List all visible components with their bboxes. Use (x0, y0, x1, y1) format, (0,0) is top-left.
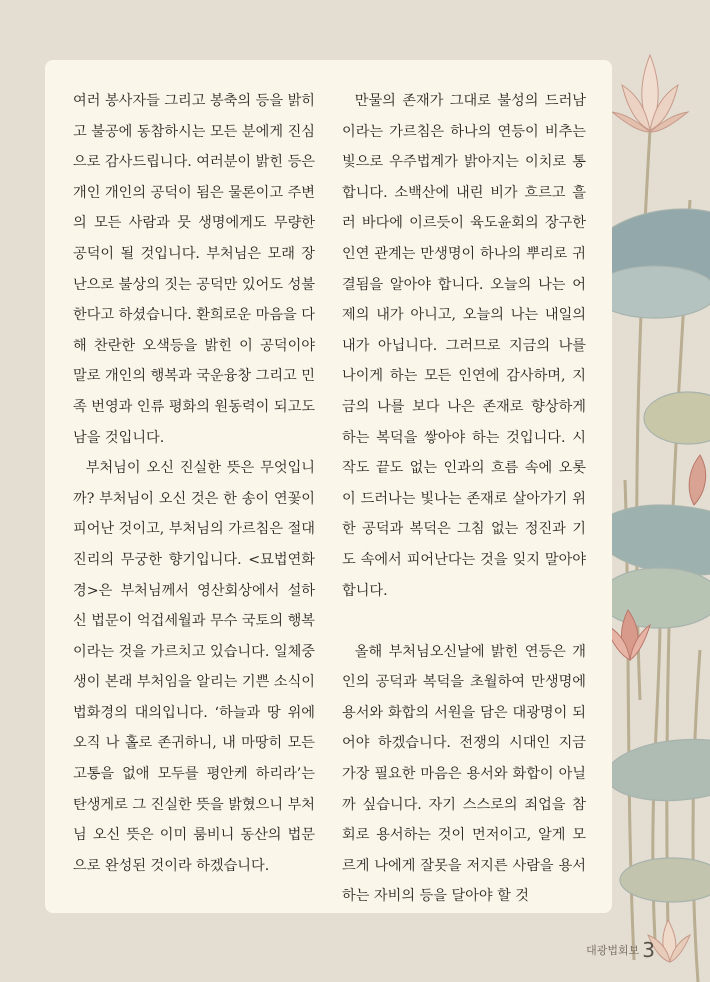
lotus-blossom-top (612, 55, 688, 132)
right-paragraph-2: 올해 부처님오신날에 밝힌 연등은 개인의 공덕과 복덕을 초월하여 만생명에 용서와 화합의 서원을 담은 대광명이 되어야 하겠습니다. 전쟁의 시대인 지금 가장 필요한 마음은 용서와 화합이 아닐까 싶습니다. 자기 스스로의 죄업을 참회로 용서하는 것이 먼저이고, 알게 모르게 나에게 잘못을 저지른 사람을 용서하는 자비의 등을 달아야 할 것 (342, 643, 586, 905)
right-column (342, 86, 586, 912)
text-panel (45, 60, 612, 913)
page-footer (586, 938, 655, 962)
right-paragraph-1: 만물의 존재가 그대로 불성의 드러남이라는 가르침은 하나의 연등이 비추는 빛으로 우주법계가 밝아지는 이치로 통합니다. 소백산에 내린 비가 흐르고 흘러 바다에 이르듯이 육도윤회의 장구한 인연 관계는 만생명이 하나의 뿌리로 귀결됨을 알아야 합니다. 오늘의 나는 어제의 내가 아니고, 오늘의 나는 내일의 내가 아닙니다. 그러므로 지금의 나를 나이게 하는 모든 인연에 감사하며, 지금의 나를 보다 나은 존재로 향상하게 하는 복덕을 쌓아야 하는 것입니다. 시작도 끝도 없는 인과의 흐름 속에 오롯이 드러나는 빛나는 존재로 살아가기 위한 공덕과 복덕은 그침 없는 정진과 기도 속에서 피어난다는 것을 잊지 말아야 합니다. (342, 93, 586, 599)
left-paragraph-1: 여러 봉사자들 그리고 봉축의 등을 밝히고 불공에 동참하시는 모든 분에게 진심으로 감사드립니다. 여러분이 밝힌 등은 개인 개인의 공덕이 됨은 물론이고 주변의 모든 사람과 뭇 생명에게도 무량한 공덕이 될 것입니다. 부처님은 모래 장난으로 불상의 짓는 공덕만 있어도 성불한다고 하셨습니다. 환희로운 마음을 다해 찬란한 오색등을 밝힌 이 공덕이야 말로 개인의 행복과 국운융창 그리고 민족 번영과 인류 평화의 원동력이 되고도 남을 것입니다. (73, 93, 315, 446)
lotus-bud-right (689, 455, 705, 505)
publication-name: 대광법회보 (586, 944, 640, 957)
left-column (73, 86, 315, 881)
left-paragraph-2: 부처님이 오신 진실한 뜻은 무엇입니까? 부처님이 오신 것은 한 송이 연꽃이 피어난 것이고, 부처님의 가르침은 절대 진리의 무궁한 향기입니다. <묘법연화경>은 부처님께서 영산회상에서 설하신 법문이 억겁세월과 무수 국토의 행복이라는 것을 가르치고 있습니다. 일체중생이 본래 부처임을 알리는 기쁜 소식이 법화경의 대의입니다. ‘하늘과 땅 위에 오직 나 홀로 존귀하니, 내 마땅히 모든 고통을 없애 모두를 평안케 하리라’는 탄생게로 그 진실한 뜻을 밝혔으니 부처님 오신 뜻은 이미 룸비니 동산의 법문으로 완성된 것이라 하겠습니다. (73, 460, 315, 874)
page-number: 3 (642, 938, 655, 962)
